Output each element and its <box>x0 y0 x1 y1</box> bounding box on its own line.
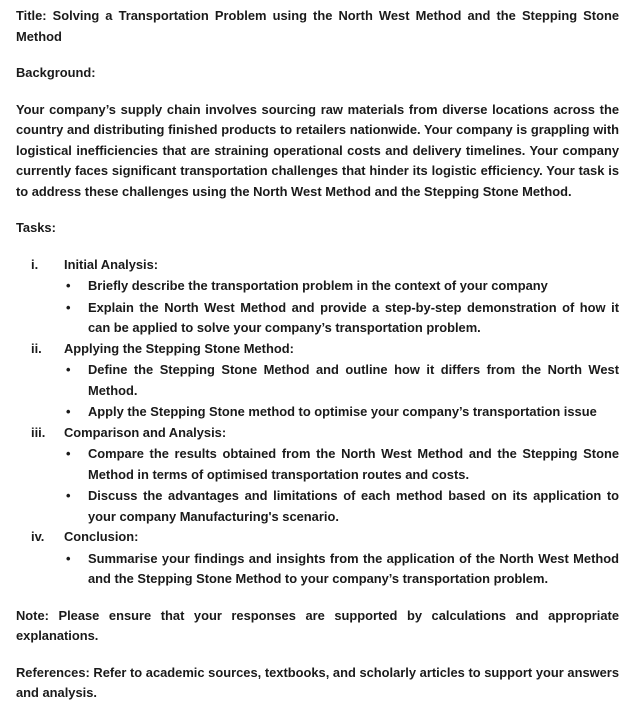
bullet-item <box>64 549 619 590</box>
bullet-text: Define the Stepping Stone Method and outline how it differs from the North West Method. <box>88 362 619 398</box>
task-item <box>16 339 619 423</box>
bullet-item <box>64 444 619 485</box>
task-item <box>16 527 619 590</box>
task-number: i. <box>31 256 39 272</box>
bullet-list <box>64 444 619 527</box>
background-heading: Background: <box>16 65 96 80</box>
task-title: Conclusion: <box>64 529 139 544</box>
task-item <box>16 423 619 528</box>
bullet-icon: • <box>66 278 71 293</box>
bullet-item <box>64 402 619 423</box>
bullet-icon: • <box>66 488 71 503</box>
task-number: iii. <box>31 424 46 440</box>
note-paragraph: Note: Please ensure that your responses are supported by calculations and appropriate explanations. <box>16 607 619 643</box>
document-title: Title: Solving a Transportation Problem using the North West Method and the Stepping Stone Method <box>16 8 619 44</box>
bullet-item <box>64 298 619 339</box>
bullet-item <box>64 360 619 401</box>
bullet-icon: • <box>66 299 71 315</box>
bullet-text: Briefly describe the transportation problem in the context of your company <box>88 278 548 293</box>
task-list <box>16 255 619 590</box>
task-title: Comparison and Analysis: <box>64 424 227 440</box>
task-item <box>16 255 619 339</box>
bullet-list <box>64 276 619 339</box>
references-paragraph: References: Refer to academic sources, textbooks, and scholarly articles to support your answers and analysis. <box>16 664 619 700</box>
tasks-heading: Tasks: <box>16 220 56 235</box>
bullet-list <box>64 360 619 423</box>
bullet-icon: • <box>66 362 71 377</box>
bullet-text: Apply the Stepping Stone method to optimise your company’s transportation issue <box>88 404 597 419</box>
bullet-text: Discuss the advantages and limitations of each method based on its application to your company Manufacturing's scenario. <box>88 488 619 524</box>
bullet-text: Summarise your findings and insights from the application of the North West Method and the Stepping Stone Method to your company’s transportation problem. <box>88 550 619 586</box>
bullet-list <box>64 549 619 590</box>
bullet-icon: • <box>66 550 71 566</box>
bullet-icon: • <box>66 446 71 461</box>
task-number: iv. <box>31 529 45 544</box>
bullet-text: Explain the North West Method and provide a step-by-step demonstration of how it can be applied to solve your company’s transportation problem. <box>88 299 619 335</box>
bullet-item <box>64 486 619 527</box>
bullet-text: Compare the results obtained from the North West Method and the Stepping Stone Method in terms of optimised transportation routes and costs. <box>88 446 619 482</box>
task-number: ii. <box>31 340 42 356</box>
task-title: Applying the Stepping Stone Method: <box>64 340 294 356</box>
task-title: Initial Analysis: <box>64 256 159 272</box>
background-paragraph: Your company’s supply chain involves sourcing raw materials from diverse locations across the country and distributing finished products to retailers nationwide. Your company is grappling with logistical inefficiencies that are straining operational costs and delivery timelines. Your company currently faces significant transportation challenges that hinder its logistic efficiency. Your task is to address these challenges using the North West Method and the Stepping Stone Method. <box>16 101 619 199</box>
bullet-item <box>64 276 619 297</box>
bullet-icon: • <box>66 404 71 419</box>
